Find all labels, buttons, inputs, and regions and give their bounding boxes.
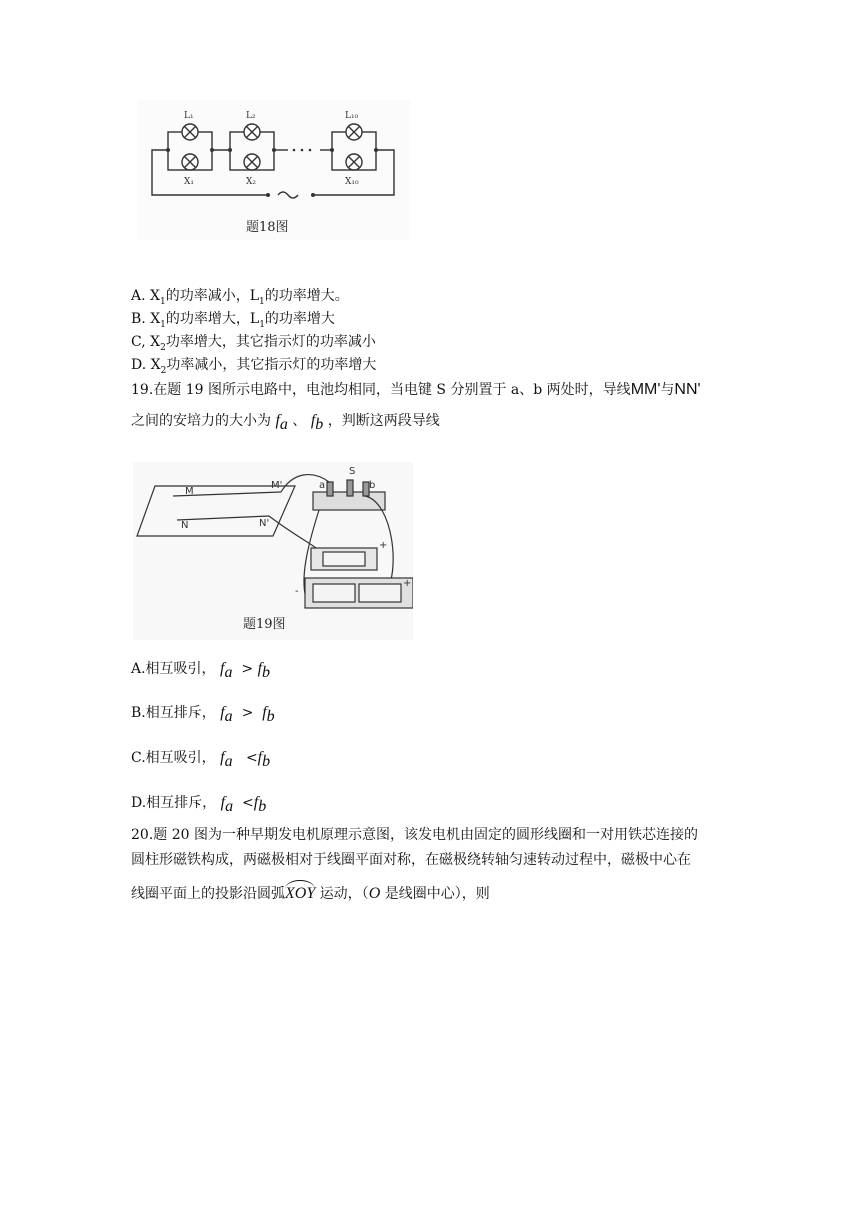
wire-label-n: N	[181, 520, 189, 531]
circuit-diagram-19	[133, 462, 413, 640]
x-label: X₁₀	[345, 177, 359, 187]
x-label: X₁	[184, 177, 195, 187]
figure-18	[138, 100, 410, 240]
q19-stem-line1: 19.在题 19 图所示电路中，电池均相同，当电键 S 分别置于 a、b 两处时，导线MM'与NN'	[131, 381, 701, 398]
wire-label-n-prime: N'	[259, 518, 270, 529]
q18-option-a: A. $X_1$的功率减小，$L_1$的功率增大。	[131, 288, 349, 307]
q18-option-d: D. $X_2$功率减小，其它指示灯的功率增大	[131, 357, 377, 376]
x-label: X₂	[246, 177, 257, 187]
figure-18-caption: 题18图	[246, 220, 289, 235]
q19-option-a: A.相互吸引， $f_a > f_b$	[131, 660, 271, 681]
wire-label-m-prime: M'	[271, 480, 283, 491]
q20-stem-line1: 20.题 20 图为一种早期发电机原理示意图，该发电机由固定的圆形线圈和一对用铁芯连接的	[131, 827, 698, 843]
q19-stem-line2: 之间的安培力的大小为 $f_a$ 、 $f_b$ ，判断这两段导线	[131, 412, 440, 433]
q18-option-c: C, $X_2$功率增大，其它指示灯的功率减小	[131, 334, 376, 353]
lamp-label: L₁	[184, 111, 194, 121]
q20-stem-line2: 圆柱形磁铁构成，两磁极相对于线圈平面对称，在磁极绕转轴匀速转动过程中，磁极中心在	[131, 852, 691, 868]
figure-19	[133, 462, 413, 640]
terminal-label-b: b	[369, 480, 376, 491]
q18-option-b: B. $X_1$的功率增大，$L_1$的功率增大	[131, 311, 335, 330]
battery-plus-label-2: +	[403, 578, 412, 589]
terminal-label-a: a	[319, 480, 326, 491]
figure-19-caption: 题19图	[243, 617, 286, 632]
lamp-label: L₂	[246, 111, 256, 121]
battery-minus-label: -	[295, 586, 299, 597]
arc-xoy: XOY	[285, 885, 316, 902]
q19-option-c: C.相互吸引， $f_a$ $<f_b$	[131, 749, 271, 770]
battery-plus-label: +	[379, 540, 388, 551]
wire-label-m: M	[185, 486, 194, 497]
q20-stem-line3: 线圈平面上的投影沿圆弧XOY 运动，（O 是线圈中心），则	[131, 885, 490, 902]
q19-option-d: D.相互排斥， $f_a <f_b$	[131, 794, 267, 815]
circuit-diagram-18	[138, 100, 410, 240]
q19-option-b: B.相互排斥， $f_a > f_b$	[131, 704, 275, 725]
switch-label-s: S	[349, 466, 356, 477]
lamp-label: L₁₀	[345, 111, 359, 121]
